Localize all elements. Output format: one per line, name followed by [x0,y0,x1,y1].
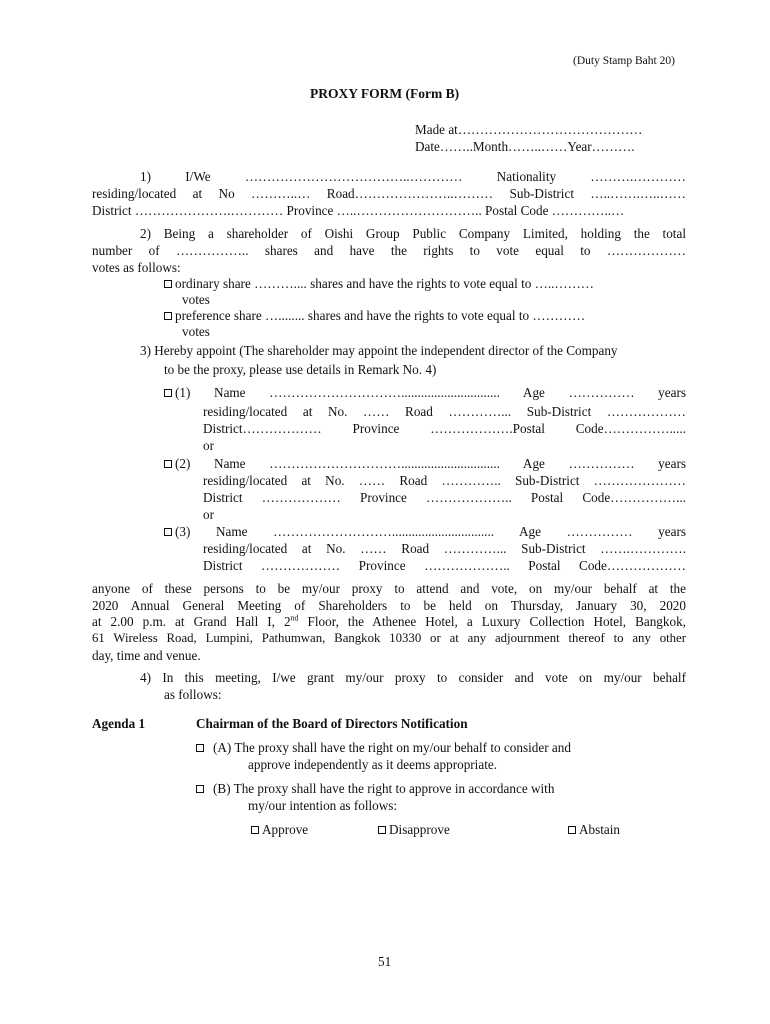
option-b-text-line2: my/our intention as follows: [248,798,398,813]
proxy3-name-row[interactable] [164,524,686,540]
disapprove-checkbox[interactable] [378,826,386,834]
approve-option[interactable] [251,822,308,838]
approve-checkbox[interactable] [251,826,259,834]
preference-share-checkbox[interactable] [164,312,172,320]
item2-line3: votes as follows: [92,260,181,275]
option-a-row[interactable] [196,740,571,756]
proxy1-name-row[interactable] [164,385,686,401]
option-b-checkbox[interactable] [196,785,204,793]
preference-votes-label: votes [182,324,210,339]
anyone-line1: anyone of these persons to be my/our proxy to attend and vote, on my/our behalf at the [92,581,686,596]
date-field[interactable]: Date……..Month……..……Year………. [415,139,635,154]
anyone-line3 [92,614,686,630]
item2-line2[interactable]: number of …………….. shares and have the rights to vote equal to ……………… [92,243,686,258]
disapprove-label: Disapprove [389,822,450,837]
abstain-label: Abstain [579,822,621,837]
proxy2-name-row[interactable] [164,456,686,472]
proxy2-address[interactable]: residing/located at No. …… Road ………….. Sub-District ………………… [203,473,686,488]
agenda1-label: Agenda 1 [92,716,146,731]
page-number: 51 [378,954,392,969]
item3-line1: 3) Hereby appoint (The shareholder may appoint the independent director of the Company [140,343,618,358]
proxy2-district[interactable]: District ……………… Province ……………….. Postal Code……………... [203,490,686,505]
anyone-line3-post: Floor, the Athenee Hotel, a Luxury Collection Hotel, Bangkok, [298,614,686,629]
ordinary-votes-label: votes [182,292,210,307]
item4-line2: as follows: [164,687,222,702]
item1-line1[interactable]: 1) I/We ………………………………..………… Nationality ……….………… [140,169,686,184]
proxy1-district[interactable]: District……………… Province ……………….Postal Code……………..... [203,421,686,436]
disapprove-option[interactable] [378,822,450,838]
item1-line3[interactable]: District ………………….………… Province …..……………………….. Postal Code …………..… [92,203,625,218]
proxy2-name-text: (2) Name ………………………….............................. Age …………… years [175,456,686,471]
item3-line2: to be the proxy, please use details in Remark No. 4) [164,362,437,377]
proxy1-name-text: (1) Name ………………………….............................. Age …………… years [175,385,686,400]
or-separator-1: or [203,438,214,453]
proxy1-checkbox[interactable] [164,389,172,397]
proxy1-address[interactable]: residing/located at No. …… Road …………... Sub-District ……………… [203,404,686,419]
proxy3-name-text: (3) Name ………………………............................... Age …………… years [175,524,686,539]
or-separator-2: or [203,507,214,522]
ordinal-suffix: nd [290,613,299,623]
abstain-option[interactable] [568,822,620,838]
ordinary-share-label: ordinary share ……….... shares and have the rights to vote equal to …..……… [175,276,594,291]
item2-line1: 2) Being a shareholder of Oishi Group Public Company Limited, holding the total [140,226,686,241]
proxy3-address[interactable]: residing/located at No. …… Road …………... Sub-District …….…………. [203,541,686,556]
approve-label: Approve [262,822,309,837]
option-b-text: (B) The proxy shall have the right to approve in accordance with [213,781,555,796]
item4-line1: 4) In this meeting, I/we grant my/our proxy to consider and vote on my/our behalf [140,670,686,685]
proxy2-checkbox[interactable] [164,460,172,468]
option-a-text-line2: approve independently as it deems appropriate. [248,757,498,772]
option-a-text: (A) The proxy shall have the right on my/our behalf to consider and [213,740,571,755]
option-b-row[interactable] [196,781,554,797]
preference-share-label: preference share …........ shares and have the rights to vote equal to ………… [175,308,586,323]
agenda1-title: Chairman of the Board of Directors Notification [196,716,468,731]
ordinary-share-option[interactable] [164,276,594,292]
item1-line2[interactable]: residing/located at No ………..… Road…………………..……… Sub-District …..…….…..…… [92,186,686,201]
anyone-line3-pre: at 2.00 p.m. at Grand Hall I, 2 [92,614,291,629]
abstain-checkbox[interactable] [568,826,576,834]
proxy3-checkbox[interactable] [164,528,172,536]
made-at-field[interactable]: Made at…………………………………… [415,122,643,137]
form-title: PROXY FORM (Form B) [310,86,460,101]
duty-stamp-note: (Duty Stamp Baht 20) [573,55,675,67]
anyone-line2: 2020 Annual General Meeting of Shareholders to be held on Thursday, January 30, 2020 [92,598,686,613]
proxy3-district[interactable]: District ……………… Province ……………….. Postal Code……………… [203,558,686,573]
anyone-line4: 61 Wireless Road, Lumpini, Pathumwan, Bangkok 10330 or at any adjournment thereof to any other [92,631,686,645]
preference-share-option[interactable] [164,308,585,324]
anyone-line5: day, time and venue. [92,648,201,663]
option-a-checkbox[interactable] [196,744,204,752]
ordinary-share-checkbox[interactable] [164,280,172,288]
